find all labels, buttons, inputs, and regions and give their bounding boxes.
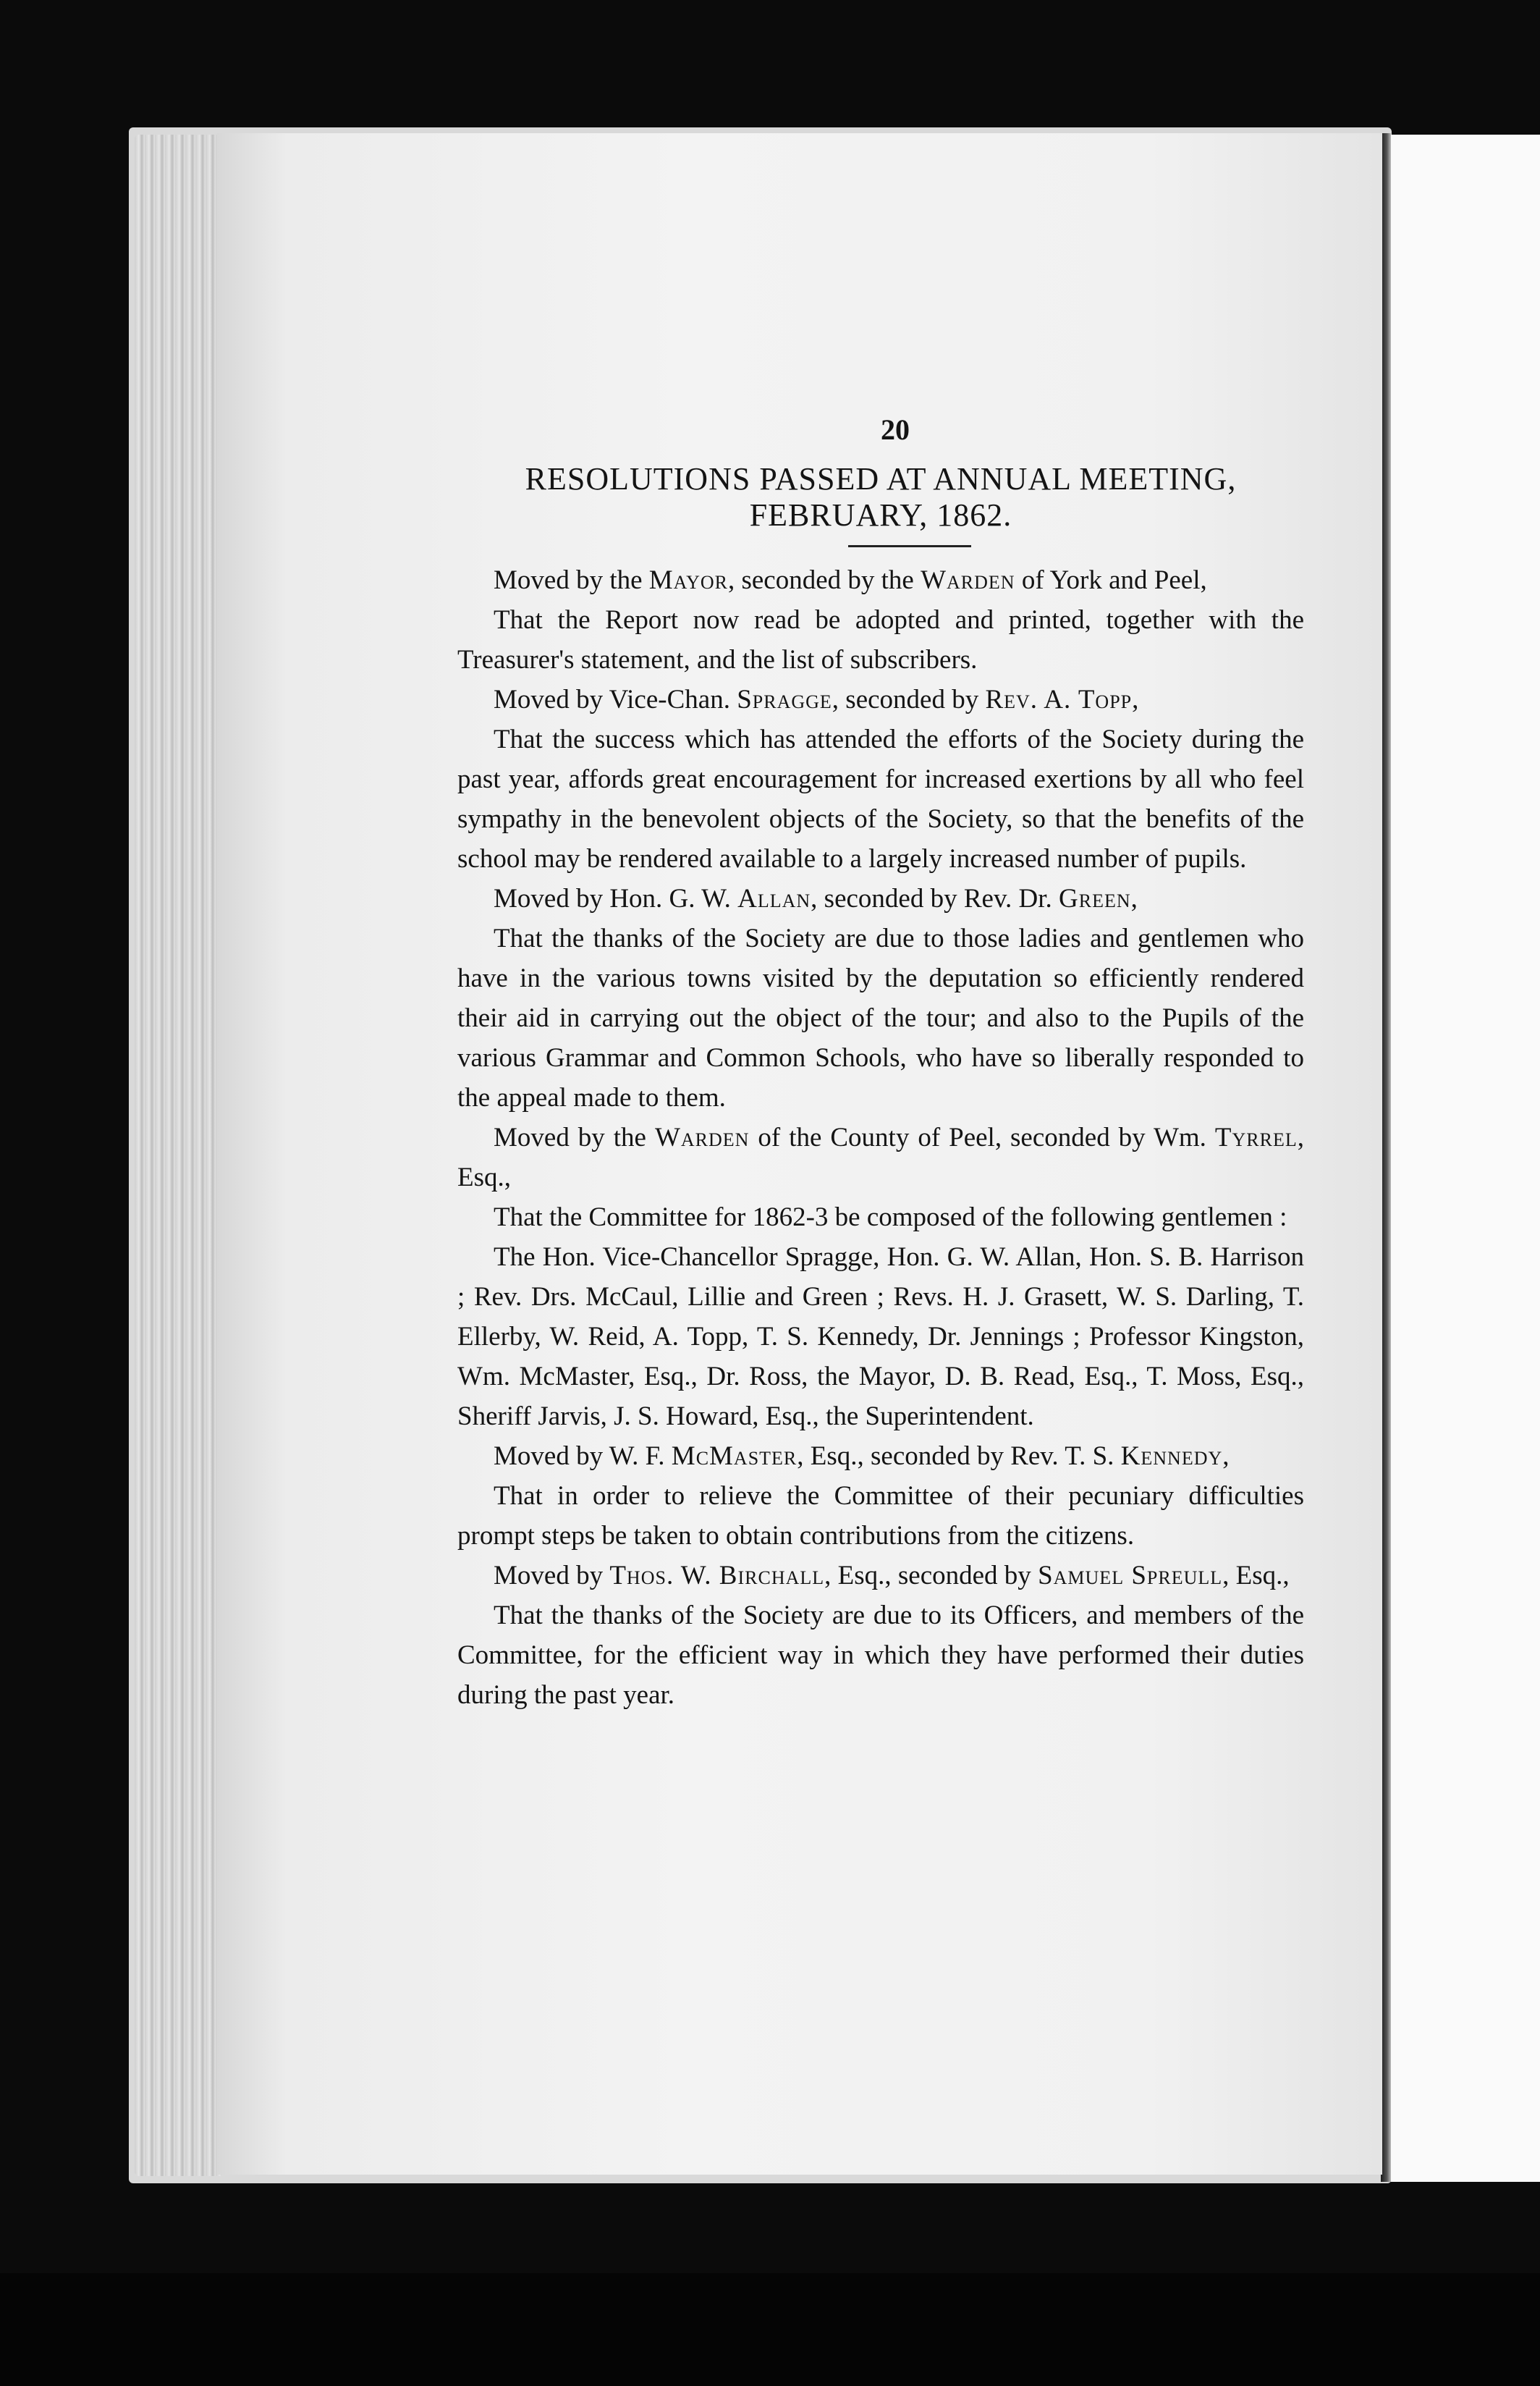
facing-page: [1391, 135, 1540, 2182]
resolution-motion: Moved by the Warden of the County of Peel, seconded by Wm. Tyrrel, Esq.,: [457, 1123, 1304, 1192]
seconder-name: Warden: [921, 565, 1015, 595]
seconder-name: Samuel Spreull: [1038, 1561, 1223, 1590]
mover-name: Thos. W. Birchall: [609, 1561, 825, 1590]
page-title-line-2: FEBRUARY, 1862.: [749, 497, 1012, 533]
mover-name: Allan: [737, 884, 811, 914]
resolution-text: That the success which has attended the efforts of the Society during the past year, affords great encouragement for increased exertions by all who feel sympathy in the benevolent objects of the Society, so that the benefits of the school may be rendered available to a largely increased number of pupils.: [457, 725, 1304, 874]
resolution-motion: Moved by Thos. W. Birchall, Esq., seconded by Samuel Spreull, Esq.,: [494, 1561, 1290, 1590]
resolution-motion: Moved by W. F. McMaster, Esq., seconded by Rev. T. S. Kennedy,: [494, 1441, 1230, 1471]
committee-members: The Hon. Vice-Chancellor Spragge, Hon. G. W. Allan, Hon. S. B. Harrison ; Rev. Drs. McCaul, Lillie and Green ; Revs. H. J. Grasett, W. S. Darling, T. Ellerby, W. Reid, A. Topp, T. S. Kennedy, Dr. Jennings ; Professor Kingston, Wm. McMaster, Esq., Dr. Ross, the Mayor, D. B. Read, Esq., T. Moss, Esq., Sheriff Jarvis, J. S. Howard, Esq., the Superintendent.: [457, 1242, 1304, 1431]
mover-name: Spragge: [737, 685, 832, 714]
mover-name: Warden: [654, 1123, 750, 1152]
resolution-text: That the Report now read be adopted and printed, together with the Treasurer's statement, and the list of subscribers.: [457, 605, 1304, 675]
mover-name: McMaster: [671, 1441, 798, 1471]
page-gutter: [1381, 133, 1391, 2182]
seconder-name: Green: [1059, 884, 1131, 914]
page-number: 20: [881, 413, 910, 446]
page-edge-stack: [135, 135, 221, 2176]
resolution-text: That the thanks of the Society are due to those ladies and gentlemen who have in the various towns visited by the deputation so efficiently rendered their aid in carrying out the object of the tour; and also to the Pupils of the various Grammar and Common Schools, who have so liberally responded to the appeal made to them.: [457, 924, 1304, 1113]
resolution-motion: Moved by Hon. G. W. Allan, seconded by Rev. Dr. Green,: [494, 884, 1138, 914]
seconder-name: Kennedy: [1120, 1441, 1223, 1471]
resolution-text: That the Committee for 1862-3 be composed of the following gentlemen :: [494, 1202, 1287, 1232]
seconder-name: Tyrrel: [1214, 1123, 1298, 1152]
resolution-motion: Moved by Vice-Chan. Spragge, seconded by Rev. A. Topp,: [494, 685, 1139, 714]
mover-name: Mayor: [648, 565, 728, 595]
title-rule: [848, 545, 971, 547]
resolution-text: That in order to relieve the Committee of their pecuniary difficulties prompt steps be taken to obtain contributions from the citizens.: [457, 1481, 1304, 1551]
seconder-name: Rev. A. Topp: [985, 685, 1133, 714]
resolution-text: That the thanks of the Society are due to its Officers, and members of the Committee, for the efficient way in which they have performed their duties during the past year.: [457, 1601, 1304, 1710]
page-title-line-1: RESOLUTIONS PASSED AT ANNUAL MEETING,: [525, 461, 1237, 497]
page-text: [457, 413, 1304, 1715]
film-bottom-border: [0, 2273, 1540, 2386]
resolution-motion: Moved by the Mayor, seconded by the Warden of York and Peel,: [494, 565, 1207, 595]
